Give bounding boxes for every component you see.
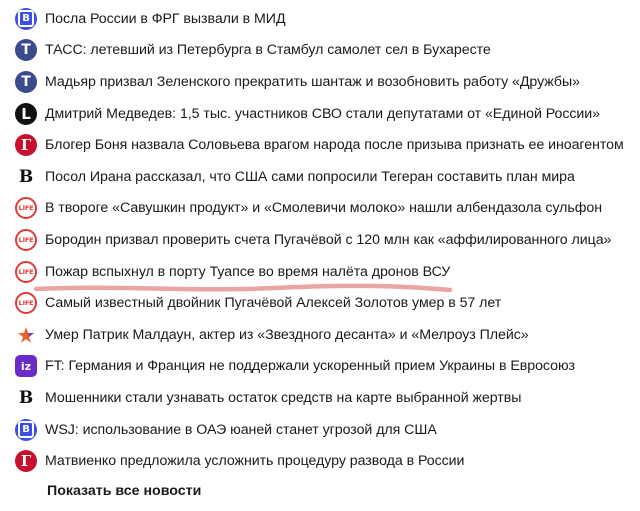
news-item[interactable] <box>0 3 640 35</box>
news-item[interactable] <box>0 256 640 288</box>
news-title[interactable]: Дмитрий Медведев: 1,5 тыс. участников СВО стали депутатами от «Единой России» <box>45 105 601 122</box>
tass-logo-icon: T <box>15 39 37 61</box>
news-title[interactable]: ТАСС: летевший из Петербурга в Стамбул самолет сел в Бухаресте <box>45 42 491 59</box>
news-item[interactable] <box>0 224 640 256</box>
news-item[interactable] <box>0 351 640 383</box>
serif-b-logo-icon: B <box>15 166 37 188</box>
news-title[interactable]: Пожар вспыхнул в порту Туапсе во время налёта дронов ВСУ <box>45 263 451 280</box>
news-item[interactable] <box>0 35 640 67</box>
gazeta-logo-icon: Г <box>15 134 37 156</box>
gazeta-logo-icon: Г <box>15 450 37 472</box>
izvestia-logo-icon: iz <box>15 355 37 377</box>
life-logo-icon: LIFE <box>15 261 37 283</box>
news-item[interactable] <box>0 319 640 351</box>
news-item[interactable] <box>0 193 640 225</box>
lenta-logo-icon: L <box>15 103 37 125</box>
tass-logo-icon: T <box>15 71 37 93</box>
news-item[interactable] <box>0 287 640 319</box>
news-item[interactable] <box>0 129 640 161</box>
life-logo-icon: LIFE <box>15 197 37 219</box>
news-title[interactable]: В твороге «Савушкин продукт» и «Смолевичи молоко» нашли албендазола сульфон <box>45 200 602 217</box>
news-item[interactable] <box>0 98 640 130</box>
news-title[interactable]: Мадьяр призвал Зеленского прекратить шантаж и возобновить работу «Дружбы» <box>45 73 580 90</box>
news-title[interactable]: Посла России в ФРГ вызвали в МИД <box>45 10 286 27</box>
news-item[interactable] <box>0 414 640 446</box>
news-item[interactable] <box>0 161 640 193</box>
news-item[interactable] <box>0 445 640 477</box>
news-title[interactable]: FT: Германия и Франция не поддержали ускоренный прием Украины в Евросоюз <box>45 358 576 375</box>
life-logo-icon: LIFE <box>15 229 37 251</box>
news-title[interactable]: WSJ: использование в ОАЭ юаней станет угрозой для США <box>45 421 437 438</box>
vedomosti-logo-icon: B <box>15 8 37 30</box>
show-all-news-link[interactable]: Показать все новости <box>47 483 202 499</box>
news-title[interactable]: Умер Патрик Малдаун, актер из «Звездного десанта» и «Мелроуз Плейс» <box>45 326 529 343</box>
life-logo-icon: LIFE <box>15 292 37 314</box>
news-item[interactable] <box>0 66 640 98</box>
news-title[interactable]: Посол Ирана рассказал, что США сами попросили Тегеран составить план мира <box>45 168 575 185</box>
news-title[interactable]: Бородин призвал проверить счета Пугачёвой с 120 млн как «аффилированного лица» <box>45 231 612 248</box>
news-item[interactable] <box>0 382 640 414</box>
news-title[interactable]: Мошенники стали узнавать остаток средств на карте выбранной жертвы <box>45 389 522 406</box>
serif-b-logo-icon: B <box>15 387 37 409</box>
news-title[interactable]: Блогер Боня назвала Соловьева врагом народа после призыва признать ее иноагентом <box>45 137 624 154</box>
news-title[interactable]: Матвиенко предложила усложнить процедуру развода в России <box>45 453 465 470</box>
vedomosti-logo-icon: B <box>15 419 37 441</box>
news-title[interactable]: Самый известный двойник Пугачёвой Алексей Золотов умер в 57 лет <box>45 295 502 312</box>
news-list <box>0 3 640 477</box>
star-logo-icon <box>15 324 37 346</box>
